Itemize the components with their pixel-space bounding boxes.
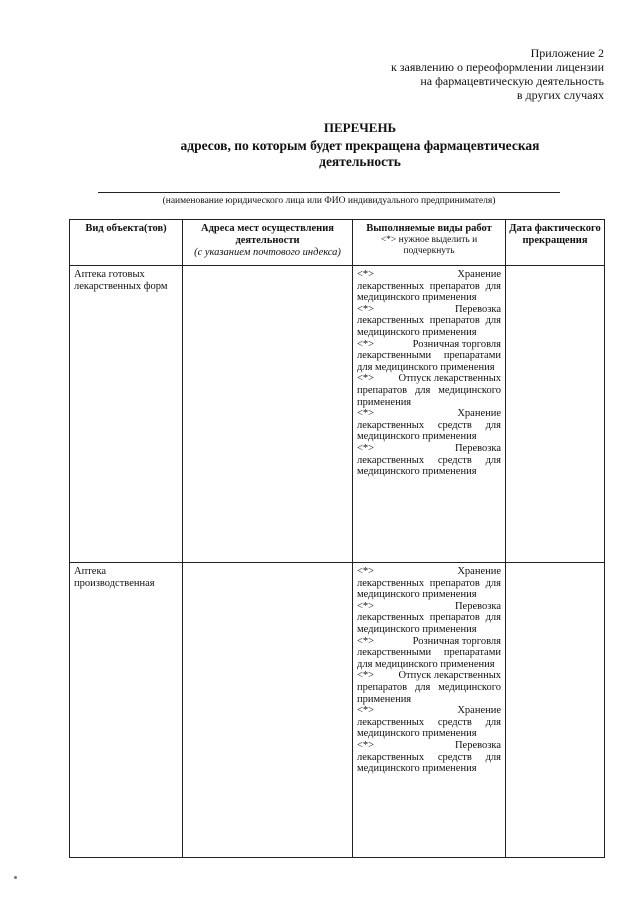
header-addresses <box>183 220 353 266</box>
appendix-line-1: Приложение 2 <box>530 46 604 60</box>
name-fill-caption: (наименование юридического лица или ФИО индивидуального предпринимателя) <box>162 196 496 206</box>
addresses-table <box>69 219 605 858</box>
work-item-mark: <*> <box>357 338 375 350</box>
work-item-mark: <*> <box>357 635 375 647</box>
table-header-row <box>70 220 605 266</box>
work-item[interactable] <box>357 670 501 705</box>
work-item[interactable] <box>357 373 501 408</box>
work-item-mark: <*> <box>357 566 375 577</box>
header-object-type <box>70 220 183 266</box>
name-fill-line <box>98 192 560 193</box>
work-item[interactable] <box>357 705 501 740</box>
title-line-1: ПЕРЕЧЕНЬ <box>323 120 397 135</box>
work-item-head <box>357 740 501 752</box>
work-item-mark: <*> <box>357 303 375 315</box>
work-item-text: лекарственными препаратами для медицинского применения <box>357 350 501 373</box>
work-item-head <box>357 408 501 420</box>
document-title <box>100 120 620 170</box>
work-item[interactable] <box>357 269 501 304</box>
work-item-text: лекарственных средств для медицинского применения <box>357 751 501 775</box>
header-works <box>353 220 506 266</box>
work-item-mark: <*> <box>357 373 375 385</box>
work-item-head <box>357 373 501 385</box>
work-item-title: Хранение <box>457 566 501 577</box>
work-item-head <box>357 636 501 648</box>
work-item-head <box>357 269 501 281</box>
work-item-text: лекарственных средств для медицинского применения <box>357 419 501 443</box>
header-works-label: Выполняемые виды работ <box>366 223 492 234</box>
work-item-mark: <*> <box>357 670 375 682</box>
work-item-mark: <*> <box>357 408 375 420</box>
header-date-label: Дата фактического прекращения <box>509 223 601 246</box>
works-cell <box>353 563 506 858</box>
work-item-head <box>357 304 501 316</box>
work-item-text: лекарственных средств для медицинского применения <box>357 454 501 478</box>
work-item-title: Перевозка <box>454 303 501 315</box>
header-object-type-label: Вид объекта(тов) <box>85 223 167 234</box>
scan-speck <box>14 876 17 879</box>
work-item-text: лекарственных препаратов для медицинского применения <box>357 577 501 601</box>
work-item-text: лекарственных препаратов для медицинского применения <box>357 280 501 304</box>
work-item-text: препаратов для медицинского применения <box>357 384 501 408</box>
work-item-mark: <*> <box>357 600 375 612</box>
work-item-title: Отпуск лекарственных <box>398 670 501 682</box>
work-item-head <box>357 566 501 578</box>
works-cell <box>353 266 506 563</box>
object-type-cell: Аптека производственная <box>70 563 183 858</box>
work-item-title: Перевозка <box>454 739 501 751</box>
work-item-mark: <*> <box>357 705 375 717</box>
table-row <box>70 563 605 858</box>
work-item-text: лекарственных средств для медицинского применения <box>357 716 501 740</box>
work-item-mark: <*> <box>357 442 375 454</box>
work-item-text: лекарственных препаратов для медицинского применения <box>357 315 501 338</box>
date-cell[interactable] <box>506 266 605 563</box>
work-item-title: Хранение <box>457 705 501 717</box>
work-item-title: Хранение <box>457 269 501 280</box>
work-item[interactable] <box>357 636 501 671</box>
work-item-mark: <*> <box>357 739 375 751</box>
work-item[interactable] <box>357 304 501 339</box>
work-item-head <box>357 670 501 682</box>
work-item-title: Розничная торговля <box>412 635 501 647</box>
work-item[interactable] <box>357 443 501 478</box>
work-item-title: Розничная торговля <box>412 338 501 350</box>
title-line-2: адресов, по которым будет прекращена фармацевтическая <box>180 138 540 153</box>
work-item-title: Перевозка <box>454 600 501 612</box>
header-addresses-note: (с указанием почтового индекса) <box>194 247 341 258</box>
work-item-head <box>357 339 501 351</box>
title-line-3: деятельность <box>319 154 401 169</box>
work-item[interactable] <box>357 566 501 601</box>
object-type-cell: Аптека готовых лекарственных форм <box>70 266 183 563</box>
header-addresses-label: Адреса мест осуществления деятельности <box>201 223 334 246</box>
work-item-head <box>357 601 501 613</box>
appendix-line-3: на фармацевтическую деятельность <box>420 74 604 88</box>
work-item[interactable] <box>357 601 501 636</box>
work-item-title: Перевозка <box>454 442 501 454</box>
work-item[interactable] <box>357 740 501 775</box>
table-row <box>70 266 605 563</box>
appendix-line-2: к заявлению о переоформлении лицензии <box>390 60 604 74</box>
work-item-head <box>357 705 501 717</box>
header-works-note: <*> нужное выделить и подчеркнуть <box>380 235 478 256</box>
address-cell[interactable] <box>183 563 353 858</box>
work-item[interactable] <box>357 408 501 443</box>
work-item-title: Отпуск лекарственных <box>398 373 501 385</box>
address-cell[interactable] <box>183 266 353 563</box>
header-date <box>506 220 605 266</box>
appendix-line-4: в других случаях <box>516 88 604 102</box>
work-item-head <box>357 443 501 455</box>
work-item[interactable] <box>357 339 501 374</box>
appendix-note <box>344 46 604 102</box>
work-item-text: препаратов для медицинского применения <box>357 681 501 705</box>
work-item-text: лекарственных препаратов для медицинского применения <box>357 612 501 635</box>
work-item-mark: <*> <box>357 269 375 280</box>
work-item-title: Хранение <box>457 408 501 420</box>
table-body <box>70 266 605 858</box>
date-cell[interactable] <box>506 563 605 858</box>
work-item-text: лекарственными препаратами для медицинского применения <box>357 647 501 670</box>
